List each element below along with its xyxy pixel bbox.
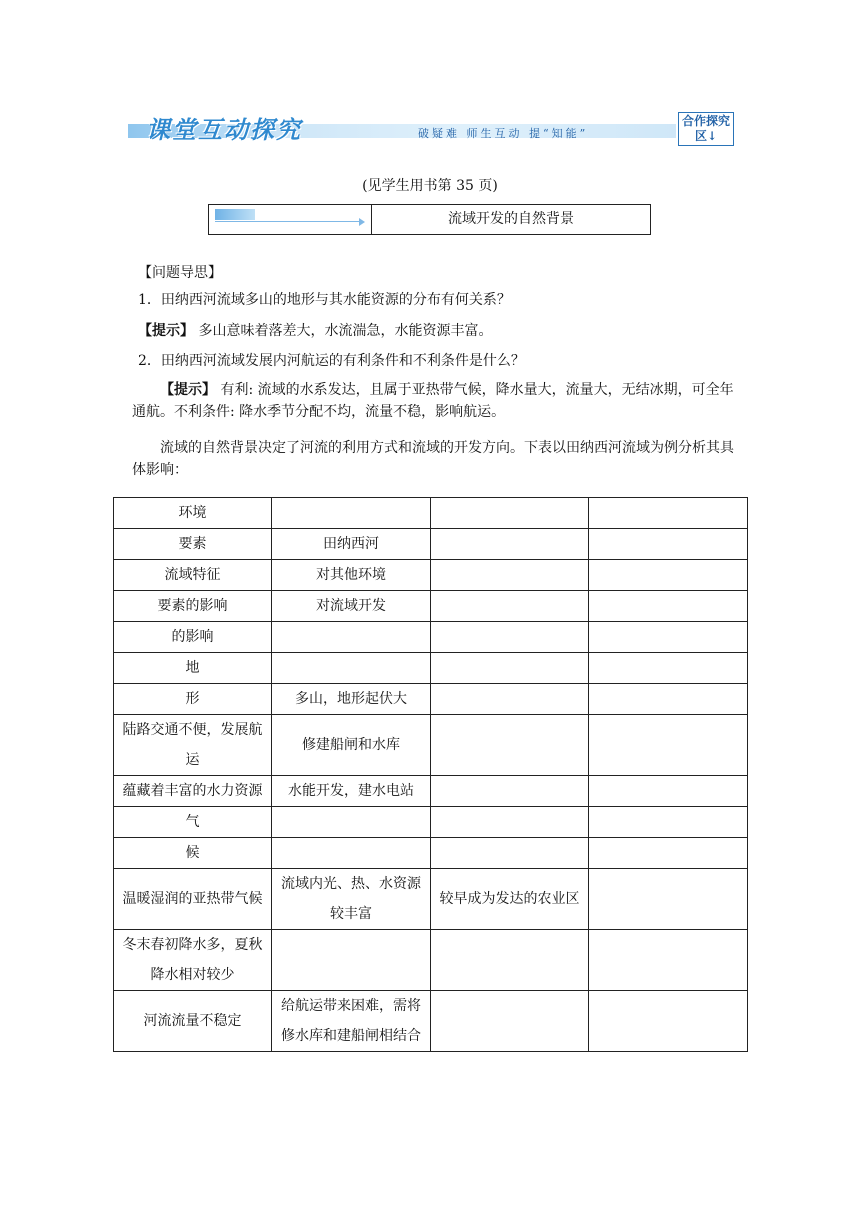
table-cell	[272, 653, 431, 684]
guide-heading: 【问题导思】	[138, 265, 222, 281]
table-row	[114, 622, 748, 653]
table-cell: 多山，地形起伏大	[272, 684, 431, 715]
table-cell: 环境	[114, 498, 272, 529]
table-row	[114, 715, 748, 776]
table-row	[114, 591, 748, 622]
page-reference: (见学生用书第 35 页)	[362, 178, 498, 194]
table-cell	[589, 715, 748, 776]
influence-table	[113, 497, 748, 1052]
table-cell	[272, 838, 431, 869]
table-row	[114, 838, 748, 869]
table-row	[114, 529, 748, 560]
table-cell	[589, 498, 748, 529]
table-cell: 对其他环境	[272, 560, 431, 591]
table-cell: 冬末春初降水多，夏秋降水相对较少	[114, 930, 272, 991]
table-cell	[589, 560, 748, 591]
table-cell: 的影响	[114, 622, 272, 653]
table-row	[114, 991, 748, 1052]
answer-2	[132, 379, 744, 423]
table-cell	[431, 930, 589, 991]
table-cell	[589, 776, 748, 807]
table-cell	[431, 498, 589, 529]
table-cell: 田纳西河	[272, 529, 431, 560]
arrow-right-icon	[359, 218, 365, 226]
table-cell	[589, 684, 748, 715]
table-row	[114, 560, 748, 591]
table-cell: 流域特征	[114, 560, 272, 591]
table-cell	[589, 591, 748, 622]
table-cell	[272, 930, 431, 991]
table-cell: 陆路交通不便，发展航运	[114, 715, 272, 776]
table-cell	[589, 991, 748, 1052]
hint-label: 【提示】	[160, 382, 216, 398]
table-cell: 水能开发，建水电站	[272, 776, 431, 807]
table-cell	[589, 622, 748, 653]
table-cell: 气	[114, 807, 272, 838]
table-cell	[431, 807, 589, 838]
table-cell	[272, 498, 431, 529]
table-cell	[589, 807, 748, 838]
banner-slogan: 破疑难 师生互动 提“知能”	[418, 127, 589, 140]
table-cell: 给航运带来困难，需将修水库和建船闸相结合	[272, 991, 431, 1052]
table-row	[114, 684, 748, 715]
table-cell	[589, 653, 748, 684]
table-cell	[431, 684, 589, 715]
table-cell: 要素的影响	[114, 591, 272, 622]
table-cell: 修建船闸和水库	[272, 715, 431, 776]
answer-1	[138, 320, 738, 342]
table-cell: 候	[114, 838, 272, 869]
table-cell	[431, 776, 589, 807]
question-1: 1．田纳西河流域多山的地形与其水能资源的分布有何关系？	[138, 292, 511, 308]
table-cell	[589, 838, 748, 869]
table-cell: 要素	[114, 529, 272, 560]
table-cell	[272, 807, 431, 838]
table-cell: 流域内光、热、水资源较丰富	[272, 869, 431, 930]
table-cell	[431, 838, 589, 869]
table-cell: 较早成为发达的农业区	[431, 869, 589, 930]
table-row	[114, 776, 748, 807]
table-row	[114, 498, 748, 529]
intro-paragraph: 流域的自然背景决定了河流的利用方式和流域的开发方向。下表以田纳西河流域为例分析其具体影响：	[132, 440, 734, 478]
hint-label: 【提示】	[138, 323, 194, 339]
table-cell: 形	[114, 684, 272, 715]
table-cell: 地	[114, 653, 272, 684]
table-cell	[431, 715, 589, 776]
table-cell	[431, 653, 589, 684]
banner-title: 课堂互动探究	[146, 115, 302, 144]
topic-header	[208, 204, 651, 235]
table-row	[114, 930, 748, 991]
hint-text: 有利: 流域的水系发达，且属于亚热带气候，降水量大，流量大，无结冰期，可全年通航。不利条件: 降水季节分配不均，流量不稳，影响航运。	[132, 382, 734, 420]
section-banner	[128, 110, 738, 150]
table-cell: 蕴藏着丰富的水力资源	[114, 776, 272, 807]
table-cell	[589, 529, 748, 560]
table-cell	[431, 529, 589, 560]
topic-title: 流域开发的自然背景	[448, 211, 574, 227]
table-cell: 对流域开发	[272, 591, 431, 622]
table-cell	[431, 560, 589, 591]
question-2: 2．田纳西河流域发展内河航运的有利条件和不利条件是什么？	[138, 353, 525, 369]
table-cell: 河流流量不稳定	[114, 991, 272, 1052]
table-row	[114, 869, 748, 930]
table-cell: 温暖湿润的亚热带气候	[114, 869, 272, 930]
table-row	[114, 807, 748, 838]
table-cell	[589, 930, 748, 991]
arrow-line	[215, 221, 363, 222]
banner-box-label: 合作探究区↓	[681, 114, 730, 143]
hint-text: 多山意味着落差大，水流湍急，水能资源丰富。	[194, 323, 493, 339]
topic-marker	[209, 205, 372, 234]
table-cell	[272, 622, 431, 653]
topic-badge	[215, 209, 255, 220]
banner-box	[678, 112, 734, 146]
table-cell	[431, 622, 589, 653]
table-cell	[589, 869, 748, 930]
table-row	[114, 653, 748, 684]
table-cell	[431, 591, 589, 622]
table-cell	[431, 991, 589, 1052]
